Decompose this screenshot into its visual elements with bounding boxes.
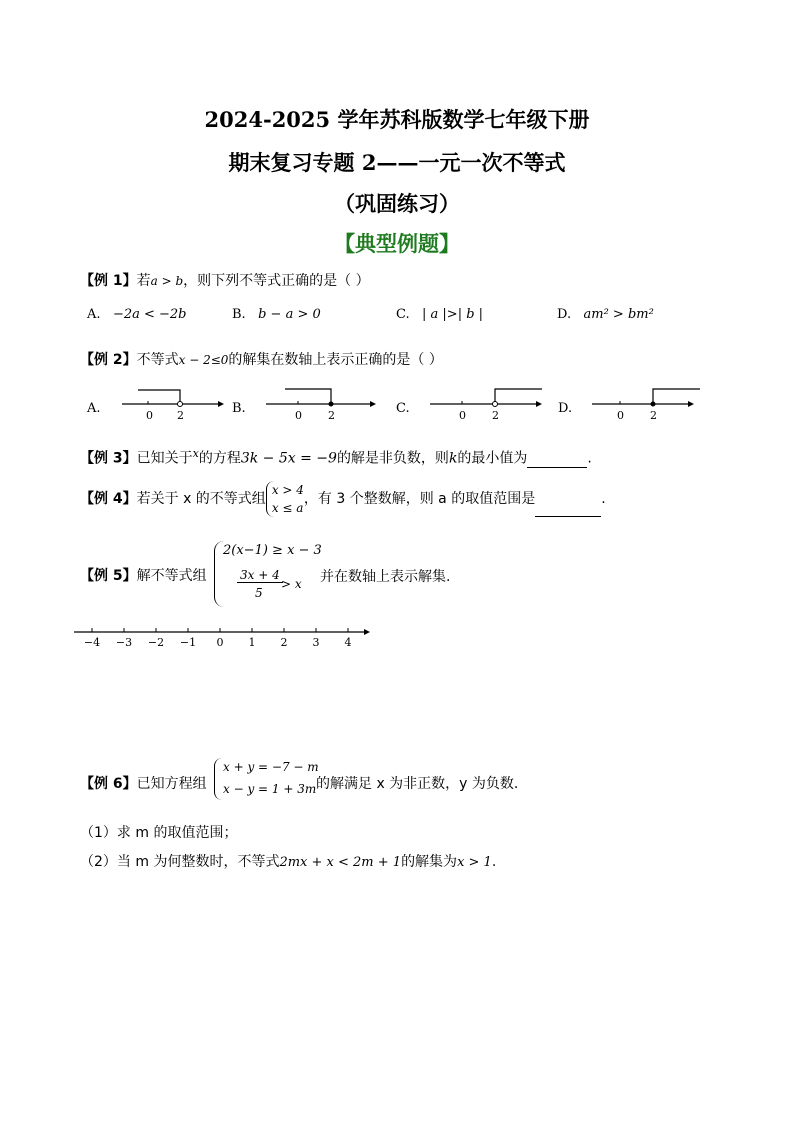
example-tag: 【例 2】 xyxy=(80,352,137,368)
doc-subtitle-2: （巩固练习） xyxy=(334,191,460,216)
inequality: x − 2≤0 xyxy=(178,353,229,367)
svg-text:0: 0 xyxy=(617,409,624,422)
svg-text:2: 2 xyxy=(177,409,184,422)
option-b-label: B. xyxy=(232,401,246,416)
example-1 xyxy=(80,270,370,290)
tick-label: −2 xyxy=(147,636,165,649)
svg-text:0: 0 xyxy=(146,409,153,422)
question-1: （1）求 m 的取值范围； xyxy=(80,825,238,841)
condition: a > b xyxy=(150,274,184,288)
example-6: 【例 6】已知方程组 xyxy=(80,776,207,792)
blank-number-line xyxy=(70,622,380,652)
tick-label: 2 xyxy=(280,636,288,649)
number-line-options xyxy=(80,380,720,425)
svg-text:2: 2 xyxy=(650,409,657,422)
svg-text:0: 0 xyxy=(459,409,466,422)
example-tag: 【例 6】 xyxy=(80,776,137,792)
example-tag: 【例 5】 xyxy=(80,568,137,584)
question-2: （2）当 m 为何整数时，不等式2mx + x < 2m + 1的解集为x > 1. xyxy=(80,854,497,870)
example-3: 【例 3】已知关于$^x$的方程3k − 5x = −9的解是非负数，则k的最小值为 . xyxy=(80,447,592,467)
example-tag: 【例 1】 xyxy=(80,273,137,289)
text: 的解集在数轴上表示正确的是（ ） xyxy=(228,352,443,368)
text: 若 xyxy=(136,273,151,289)
tick-label: 3 xyxy=(312,636,320,649)
option-c: C. | a |>| b | xyxy=(396,307,484,322)
section-heading: 【典型例题】 xyxy=(334,231,460,256)
number-line-a xyxy=(122,390,224,422)
number-line-b xyxy=(266,389,376,422)
doc-subtitle: 期末复习专题 2——一元一次不等式 xyxy=(228,150,566,175)
tick-label: 4 xyxy=(344,636,352,649)
example-4: 【例 4】若关于 x 的不等式组x > 4 x ≤ a，有 3 个整数解，则 a 的取值范围是 . xyxy=(80,483,606,515)
svg-text:2: 2 xyxy=(328,409,335,422)
example-tag: 【例 3】 xyxy=(80,450,137,467)
answer-blank[interactable] xyxy=(527,453,587,468)
tick-label: 1 xyxy=(248,636,256,649)
tick-label: −1 xyxy=(179,636,197,649)
option-d-label: D. xyxy=(558,401,573,416)
answer-blank[interactable] xyxy=(535,502,601,517)
svg-text:2: 2 xyxy=(492,409,499,422)
example-tag: 【例 4】 xyxy=(80,491,137,507)
text: ，则下列不等式正确的是（ ） xyxy=(183,273,370,289)
text: 不等式 xyxy=(136,352,179,368)
example-5: 【例 5】解不等式组 xyxy=(80,568,207,584)
number-line-c xyxy=(430,389,542,422)
tick-label: 0 xyxy=(216,636,224,649)
number-line-d xyxy=(592,389,700,422)
example-5-tail: 并在数轴上表示解集. xyxy=(320,569,451,585)
inequality-system: x > 4 x ≤ a xyxy=(266,481,304,517)
tick-label: −3 xyxy=(115,636,133,649)
doc-title: 2024-2025 学年苏科版数学七年级下册 xyxy=(204,107,590,132)
option-c-label: C. xyxy=(396,401,410,416)
equation: 3k − 5x = −9 xyxy=(240,450,337,467)
inequality-system: 2(x−1) ≥ x − 3 3x + 4 5 > x xyxy=(214,541,325,607)
tick-label: −4 xyxy=(83,636,101,649)
example-2 xyxy=(80,349,443,369)
option-a: A. −2a < −2b xyxy=(87,307,187,322)
option-a-label: A. xyxy=(87,401,101,416)
svg-text:0: 0 xyxy=(295,409,302,422)
equation-system: x + y = −7 − m x − y = 1 + 3m xyxy=(214,758,315,800)
option-d: D. am² > bm² xyxy=(557,307,654,322)
option-b: B. b − a > 0 xyxy=(232,307,321,322)
example-6-tail: 的解满足 x 为非正数，y 为负数. xyxy=(316,776,519,792)
